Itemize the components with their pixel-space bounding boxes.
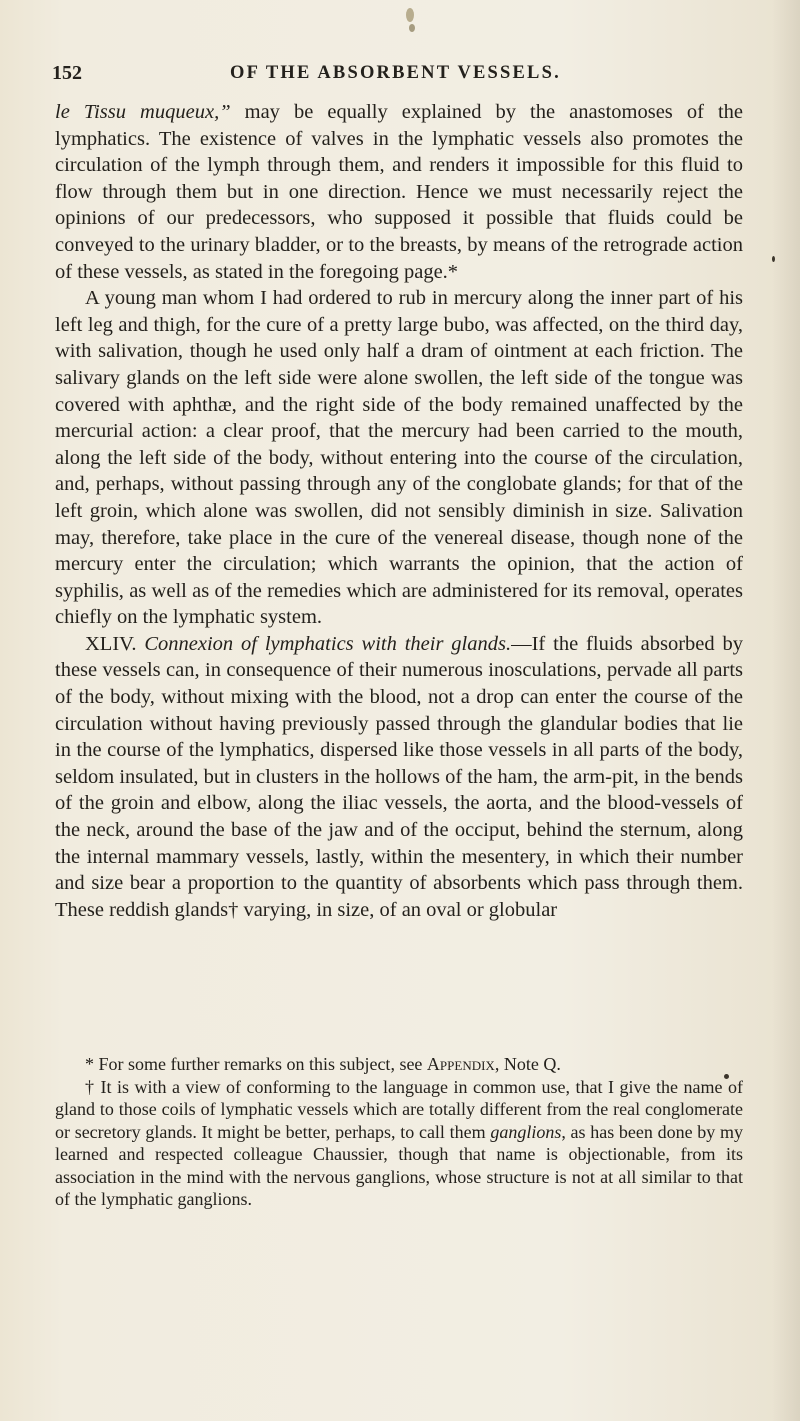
footnote-2-text-b: , as has been done by my learned and respected colleague Chaussier, though that name is objectionable, from its association in the mind with the nervous ganglions, whose structure is not at all similar to that of the lymphatic ganglions. (55, 1121, 743, 1209)
footnote-1-note: , Note Q. (494, 1054, 561, 1074)
page-number: 152 (52, 62, 82, 84)
footnote-2-text-a: † It is with a view of conforming to the language in common use, that I give the name of gland to those coils of lymphatic vessels which are totally different from the real conglomerate or secretory glands. It might be better, perhaps, to call them (55, 1076, 743, 1142)
ink-speck (409, 24, 415, 32)
paragraph-1 (55, 99, 743, 285)
footnotes (55, 1053, 743, 1211)
section-heading: Connexion of lymphatics with their glands. (144, 632, 512, 655)
page-edge-shadow (772, 0, 800, 1421)
footnote-2 (55, 1076, 743, 1211)
ink-speck (772, 256, 775, 262)
footnote-2-italic-term: ganglions (490, 1121, 562, 1142)
paragraph-2: A young man whom I had ordered to rub in mercury along the inner part of his left leg and thigh, for the cure of a pretty large bubo, was affected, on the third day, with salivation, though he used only half a dram of ointment at each friction. The salivary glands on the left side were alone swollen, the left side of the tongue was covered with aphthæ, and the right side of the body remained unaffected by the mercurial action: a clear proof, that the mercury had been carried to the mouth, along the left side of the body, without entering into the course of the circulation, and, perhaps, without passing through any of the conglobate glands; for that of the left groin, which alone was swollen, did not sensibly diminish in size. Salivation may, therefore, take place in the cure of the venereal disease, though none of the mercury enter the circulation; which warrants the opinion, that the action of syphilis, as well as of the remedies which are administered for its removal, operates chiefly on the lymphatic system. (55, 287, 743, 629)
paragraph-3 (55, 631, 743, 924)
body-text (55, 99, 743, 923)
paragraph-3-text: —If the fluids absorbed by these vessels can, in consequence of their numerous inosculations, pervade all parts of the body, without mixing with the blood, not a drop can enter the course of the circulation without having previously passed through the glandular bodies that lie in the course of the lymphatics, dispersed like those vessels in all parts of the body, seldom insulated, but in clusters in the hollows of the ham, the arm-pit, in the bends of the groin and elbow, along the iliac vessels, the aorta, and the blood-vessels of the neck, around the base of the jaw and of the occiput, behind the sternum, along the internal mammary vessels, lastly, within the mesentery, in which their number and size bear a proportion to the quantity of absorbents which pass through them. These reddish glands† varying, in size, of an oval or globular (55, 632, 743, 921)
section-numeral: XLIV. (85, 632, 137, 655)
paragraph-1-text: may be equally explained by the anastomoses of the lymphatics. The existence of valves in the lymphatic vessels also promotes the circulation of the lymph through them, and renders it impossible for this fluid to flow through them but in one direction. Hence we must necessarily reject the opinions of our predecessors, who supposed it possible that fluids could be conveyed to the urinary bladder, or to the breasts, by means of the retrograde action of these vessels, as stated in the foregoing page.* (55, 101, 743, 283)
running-head: OF THE ABSORBENT VESSELS. (230, 63, 561, 83)
footnote-1-appendix-ref: Appendix (426, 1054, 495, 1074)
paragraph-1-italic-opening: le Tissu muqueux,” (55, 101, 231, 123)
ink-speck (406, 8, 414, 22)
footnote-1-text: * For some further remarks on this subject, see (85, 1054, 427, 1074)
footnote-1 (55, 1053, 743, 1076)
page-header (52, 62, 752, 92)
